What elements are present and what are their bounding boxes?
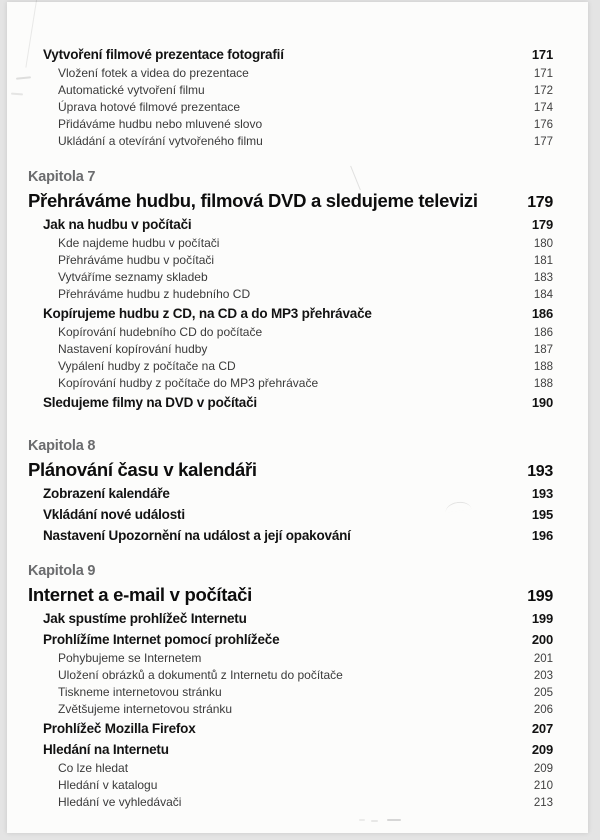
toc-entry <box>28 82 553 99</box>
toc-entry <box>28 777 553 794</box>
toc-entry-page-number: 206 <box>533 704 553 716</box>
chapter-label: Kapitola 8 <box>28 438 96 454</box>
toc-entry-label: Zobrazení kalendáře <box>43 486 170 501</box>
chapter-title: Plánování času v kalendáři <box>28 459 257 480</box>
toc-entry <box>28 44 553 65</box>
toc-entry <box>28 269 553 286</box>
toc-entry-page-number: 207 <box>531 721 553 736</box>
toc-entry <box>28 65 553 82</box>
toc-entry-label: Hledání na Internetu <box>43 742 169 757</box>
chapter-page-number: 179 <box>527 194 553 211</box>
chapter-title-row <box>28 456 553 483</box>
toc-entry-page-number: 186 <box>533 327 553 339</box>
toc-entry-page-number: 210 <box>533 780 553 792</box>
toc-entry <box>28 718 553 739</box>
toc-entry <box>28 99 553 116</box>
toc-entry <box>28 392 553 413</box>
toc-entry <box>28 303 553 324</box>
toc-entry-label: Ukládání a otevírání vytvořeného filmu <box>58 134 263 148</box>
toc-entry-label: Jak na hudbu v počítači <box>43 217 192 232</box>
toc-section <box>28 562 553 811</box>
toc-entry-page-number: 171 <box>533 68 553 80</box>
toc-entry-page-number: 199 <box>531 611 553 626</box>
toc-entry-label: Jak spustíme prohlížeč Internetu <box>43 611 247 626</box>
toc-entry-label: Automatické vytvoření filmu <box>58 83 205 97</box>
toc-entry-page-number: 200 <box>531 632 553 647</box>
toc-entry-page-number: 179 <box>531 217 553 232</box>
toc-entry-page-number: 187 <box>533 344 553 356</box>
chapter-title-row <box>28 187 553 214</box>
toc-entry-label: Sledujeme filmy na DVD v počítači <box>43 395 257 410</box>
toc-entry-label: Přehráváme hudbu v počítači <box>58 253 215 267</box>
toc-entry <box>28 650 553 667</box>
toc-entry-page-number: 205 <box>533 687 553 699</box>
toc-section <box>28 44 553 150</box>
toc-entry-page-number: 190 <box>531 395 553 410</box>
toc-entry <box>28 286 553 303</box>
toc-entry-label: Kde najdeme hudbu v počítači <box>58 236 220 250</box>
toc-entry-label: Hledání v katalogu <box>58 778 158 792</box>
toc-entry <box>28 684 553 701</box>
toc-entry <box>28 667 553 684</box>
chapter-page-number: 193 <box>527 463 553 480</box>
toc-entry-page-number: 196 <box>531 528 553 543</box>
chapter-title: Přehráváme hudbu, filmová DVD a sledujeme televizi <box>28 190 478 211</box>
toc-entry-label: Co lze hledat <box>58 761 129 775</box>
toc-entry-label: Úprava hotové filmové prezentace <box>58 100 241 114</box>
toc-entry-page-number: 177 <box>533 136 553 148</box>
toc-entry <box>28 608 553 629</box>
toc-entry-page-number: 209 <box>531 742 553 757</box>
toc-entry-page-number: 180 <box>533 238 553 250</box>
toc-entry-label: Pohybujeme se Internetem <box>58 651 202 665</box>
toc-entry-page-number: 188 <box>533 361 553 373</box>
toc-entry-page-number: 193 <box>531 486 553 501</box>
toc-entry-label: Prohlížeč Mozilla Firefox <box>43 721 196 736</box>
toc-section <box>28 437 553 546</box>
toc-entry-page-number: 176 <box>533 119 553 131</box>
book-page <box>7 2 588 833</box>
chapter-page-number: 199 <box>527 588 553 605</box>
toc-section <box>28 168 553 413</box>
toc-entry <box>28 116 553 133</box>
toc-entry <box>28 214 553 235</box>
toc-entry-label: Zvětšujeme internetovou stránku <box>58 702 233 716</box>
toc-entry-page-number: 183 <box>533 272 553 284</box>
toc-entry-page-number: 201 <box>533 653 553 665</box>
toc-entry-label: Přehráváme hudbu z hudebního CD <box>58 287 251 301</box>
chapter-label: Kapitola 7 <box>28 169 96 185</box>
toc-entry <box>28 358 553 375</box>
toc-entry <box>28 739 553 760</box>
toc-entry <box>28 525 553 546</box>
toc-entry-label: Kopírování hudebního CD do počítače <box>58 325 263 339</box>
chapter-title-row <box>28 581 553 608</box>
toc-entry-page-number: 213 <box>533 797 553 809</box>
toc-entry-label: Hledání ve vyhledávači <box>58 795 182 809</box>
toc-entry-label: Vytvoření filmové prezentace fotografií <box>43 47 284 62</box>
toc-entry-page-number: 209 <box>533 763 553 775</box>
toc-entry-page-number: 203 <box>533 670 553 682</box>
toc-entry <box>28 235 553 252</box>
toc-entry-page-number: 181 <box>533 255 553 267</box>
chapter-title: Internet a e-mail v počítači <box>28 584 252 605</box>
toc-entry <box>28 252 553 269</box>
toc-entry-label: Vkládání nové události <box>43 507 185 522</box>
toc-entry-label: Vložení fotek a videa do prezentace <box>58 66 249 80</box>
toc-entry-label: Kopírování hudby z počítače do MP3 přehrávače <box>58 376 319 390</box>
toc-entry-page-number: 171 <box>531 47 553 62</box>
scan-smudge-mark <box>359 818 405 822</box>
toc-entry-label: Uložení obrázků a dokumentů z Internetu do počítače <box>58 668 343 682</box>
toc-entry-label: Tiskneme internetovou stránku <box>58 685 222 699</box>
toc-entry <box>28 504 553 525</box>
toc-entry <box>28 133 553 150</box>
toc-entry <box>28 341 553 358</box>
toc-entry-page-number: 195 <box>531 507 553 522</box>
scan-smudge-mark <box>11 93 23 96</box>
toc-entry <box>28 375 553 392</box>
toc-entry-page-number: 188 <box>533 378 553 390</box>
toc-entry <box>28 760 553 777</box>
toc-entry <box>28 483 553 504</box>
toc-entry-page-number: 174 <box>533 102 553 114</box>
table-of-contents <box>28 44 553 811</box>
toc-entry-label: Kopírujeme hudbu z CD, na CD a do MP3 přehrávače <box>43 306 372 321</box>
toc-entry-label: Přidáváme hudbu nebo mluvené slovo <box>58 117 263 131</box>
toc-entry-page-number: 172 <box>533 85 553 97</box>
toc-entry <box>28 324 553 341</box>
toc-entry-label: Nastavení kopírování hudby <box>58 342 208 356</box>
toc-entry-page-number: 184 <box>533 289 553 301</box>
toc-entry-label: Vytváříme seznamy skladeb <box>58 270 208 284</box>
toc-entry-label: Vypálení hudby z počítače na CD <box>58 359 236 373</box>
chapter-label: Kapitola 9 <box>28 563 96 579</box>
toc-entry-page-number: 186 <box>531 306 553 321</box>
toc-entry <box>28 629 553 650</box>
toc-entry-label: Prohlížíme Internet pomocí prohlížeče <box>43 632 280 647</box>
toc-entry <box>28 701 553 718</box>
toc-entry <box>28 794 553 811</box>
toc-entry-label: Nastavení Upozornění na událost a její opakování <box>43 528 351 543</box>
